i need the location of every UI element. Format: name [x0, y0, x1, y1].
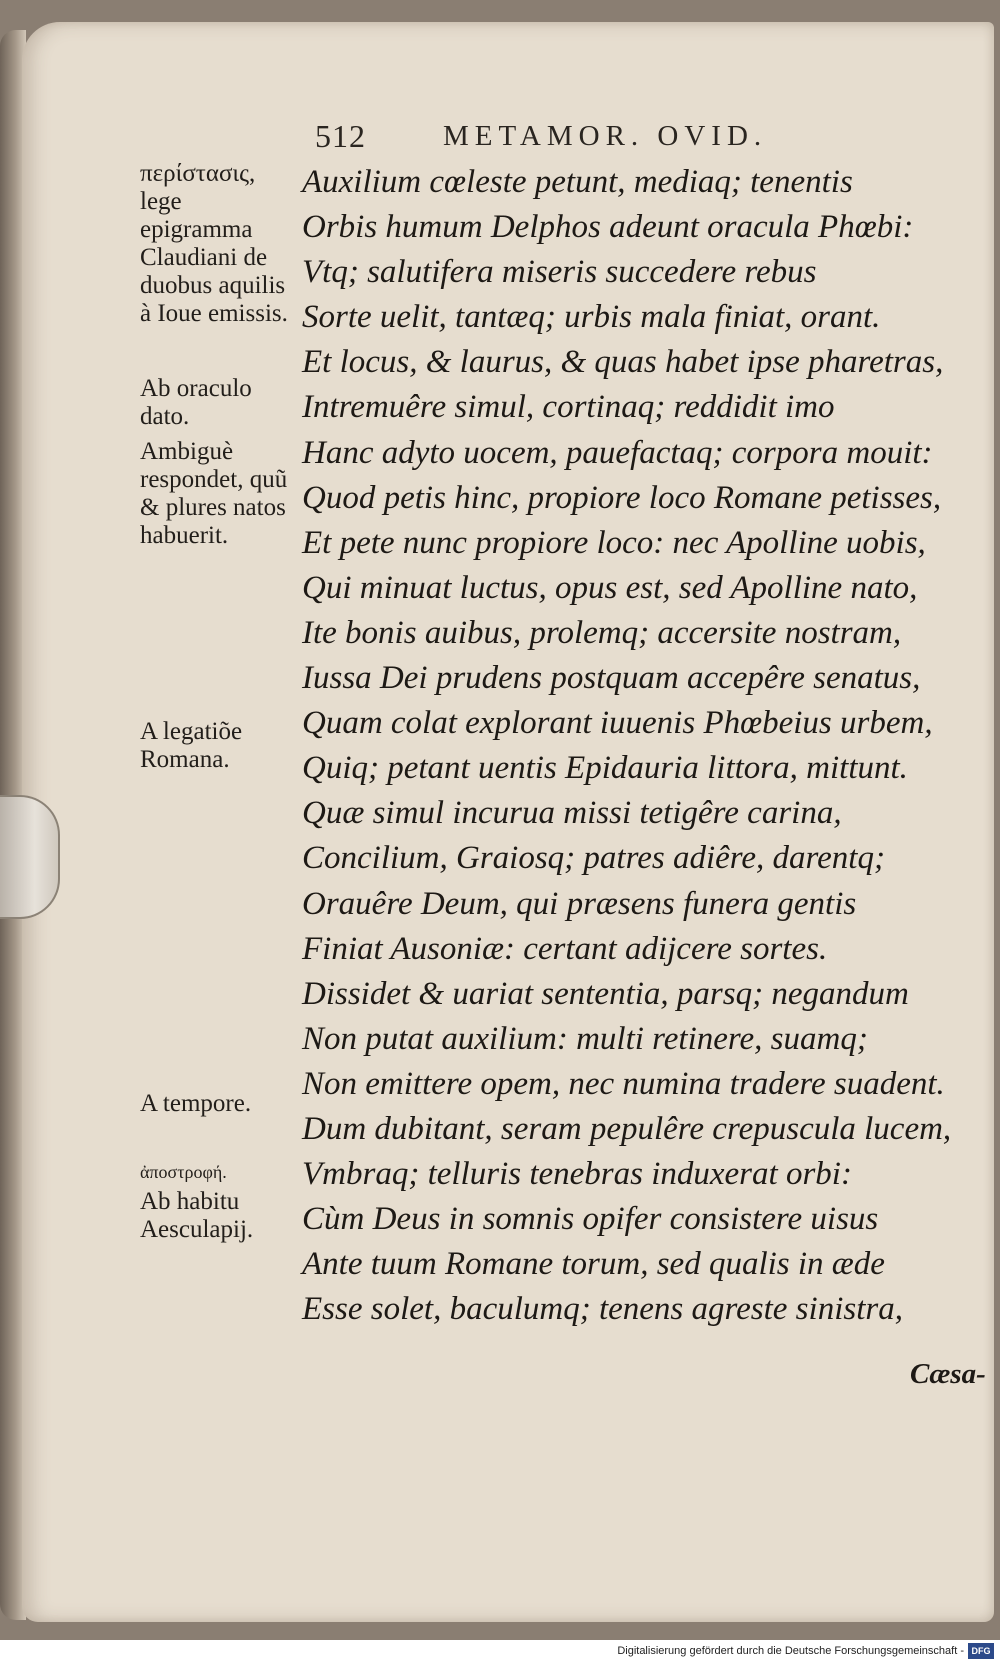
margin-note: A tempore.	[140, 1090, 252, 1117]
verse-line: Quam colat explorant iuuenis Phœbeius urbem,	[302, 705, 933, 742]
verse-line: Vmbraq; telluris tenebras induxerat orbi:	[302, 1156, 852, 1193]
margin-note: Ab habitu Aesculapij.	[140, 1188, 254, 1243]
running-title: METAMOR. OVID.	[443, 120, 768, 152]
catchword: Cæsa-	[910, 1358, 986, 1390]
verse-line: Orauêre Deum, qui præsens funera gentis	[302, 885, 857, 922]
verse-text	[302, 160, 962, 1332]
verse-line: Hanc adyto uocem, pauefactaq; corpora mouit:	[302, 434, 933, 471]
verse-line: Dissidet & uariat sententia, parsq; negandum	[302, 975, 909, 1012]
page-clip	[0, 795, 60, 919]
verse-line: Non putat auxilium: multi retinere, suamq;	[302, 1020, 868, 1057]
verse-line: Quæ simul incurua missi tetigêre carina,	[302, 795, 842, 832]
page-header	[315, 118, 855, 158]
verse-line: Ante tuum Romane torum, sed qualis in æde	[302, 1246, 885, 1283]
verse-line: Et locus, & laurus, & quas habet ipse pharetras,	[302, 344, 944, 381]
footer	[0, 1640, 1000, 1665]
verse-line: Non emittere opem, nec numina tradere suadent.	[302, 1065, 945, 1102]
verse-line: Quod petis hinc, propiore loco Romane petisses,	[302, 479, 942, 516]
verse-line: Iussa Dei prudens postquam accepêre senatus,	[302, 660, 921, 697]
verse-line: Qui minuat luctus, opus est, sed Apolline nato,	[302, 569, 918, 606]
margin-note: περίστασις, lege epigramma Claudiani de duobus aquilis à Ioue emissis.	[140, 160, 288, 327]
verse-line: Finiat Ausoniæ: certant adijcere sortes.	[302, 930, 828, 967]
margin-note: A legatiõe Romana.	[140, 718, 243, 773]
verse-line: Orbis humum Delphos adeunt oracula Phœbi:	[302, 209, 914, 246]
verse-line: Quiq; petant uentis Epidauria littora, mittunt.	[302, 750, 908, 787]
verse-line: Auxilium cœleste petunt, mediaq; tenentis	[302, 164, 853, 200]
dfg-logo-icon: DFG	[968, 1643, 994, 1659]
verse-line: Ite bonis auibus, prolemq; accersite nostram,	[302, 614, 902, 651]
margin-note: Ambiguè respondet, quũ & plures natos habuerit.	[140, 438, 288, 549]
verse-line: Dum dubitant, seram pepulêre crepuscula lucem,	[302, 1110, 952, 1147]
verse-line: Vtq; salutifera miseris succedere rebus	[302, 254, 817, 291]
margin-note: ἀποστροφή.	[140, 1162, 227, 1182]
footer-credit: Digitalisierung gefördert durch die Deutsche Forschungsgemeinschaft -	[617, 1645, 964, 1657]
page-number: 512	[315, 118, 366, 154]
verse-line: Concilium, Graiosq; patres adiêre, darentq;	[302, 840, 885, 877]
verse-line: Intremuêre simul, cortinaq; reddidit imo	[302, 389, 835, 426]
verse-line: Cùm Deus in somnis opifer consistere uisus	[302, 1201, 879, 1238]
verse-line: Sorte uelit, tantæq; urbis mala finiat, orant.	[302, 299, 881, 336]
verse-line: Et pete nunc propiore loco: nec Apolline uobis,	[302, 524, 926, 561]
verse-line: Esse solet, baculumq; tenens agreste sinistra,	[302, 1291, 903, 1328]
margin-note: Ab oraculo dato.	[140, 375, 252, 430]
